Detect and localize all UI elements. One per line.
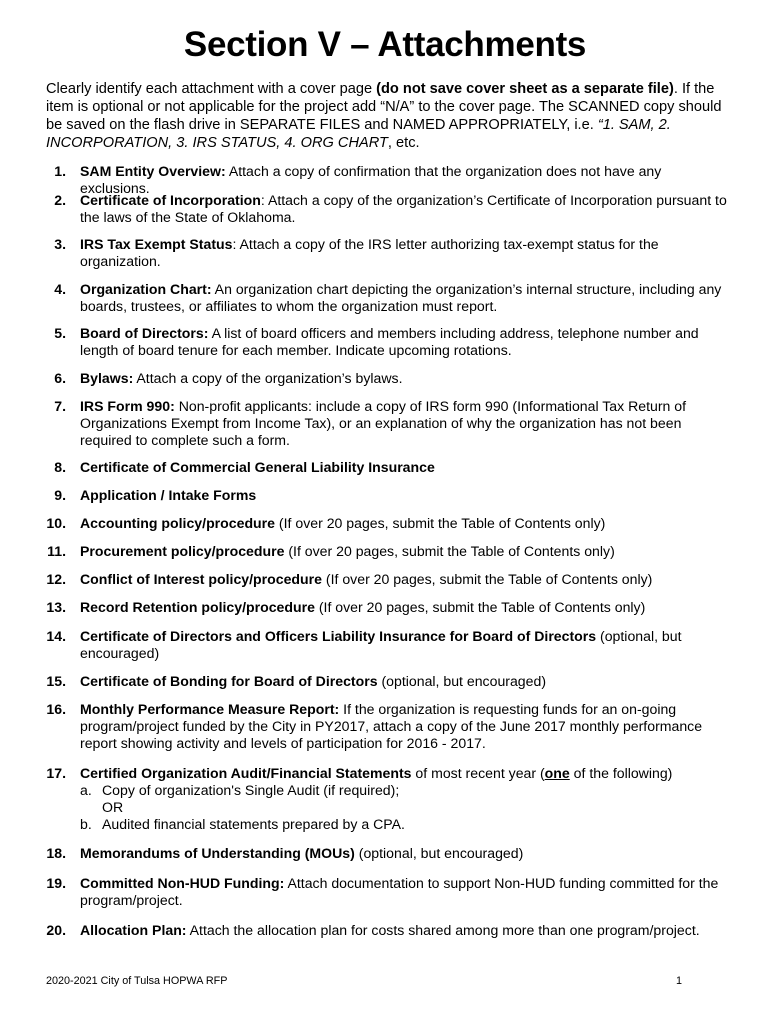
- item-text: Non-profit applicants: include a copy of IRS form 990 (Informational Tax Return of Organizations Exempt from Income Tax), or an explanation of why the organization has not been required to complete such a form.: [80, 398, 687, 448]
- item-body: [80, 875, 730, 909]
- sub-item-label: a.: [80, 782, 92, 798]
- item-body: [80, 701, 730, 752]
- item-number: 12.: [46, 571, 66, 587]
- intro-text-2: . If the item is optional or not applicable for the project add “N/A” to the cover page. The SCANNED copy should be saved on the flash drive in SEPARATE FILES and NAMED APPROPRIATELY, i.e.: [46, 81, 722, 133]
- sub-item-text: Audited financial statements prepared by a CPA.: [102, 816, 405, 832]
- item-heading: SAM Entity Overview:: [80, 163, 226, 179]
- intro-text-1: Clearly identify each attachment with a cover page: [46, 81, 377, 97]
- item-body: [80, 922, 730, 939]
- item-heading: Accounting policy/procedure: [80, 515, 275, 531]
- item-heading: Board of Directors:: [80, 325, 209, 341]
- item-number: 14.: [46, 628, 66, 644]
- item-body: [80, 599, 730, 616]
- item-heading: Bylaws:: [80, 370, 134, 386]
- item-body: [80, 765, 730, 833]
- item-text: (If over 20 pages, submit the Table of Contents only): [321, 571, 653, 587]
- item-number: 7.: [54, 398, 66, 414]
- item-body: [80, 192, 730, 226]
- item-number: 3.: [54, 236, 66, 252]
- item-text: Attach documentation to support Non-HUD funding committed for the program/project.: [80, 875, 719, 908]
- item-number: 9.: [54, 487, 66, 503]
- item-body: [80, 281, 730, 315]
- item-heading: Certified Organization Audit/Financial Statements: [80, 765, 412, 781]
- item-heading: Organization Chart:: [80, 281, 212, 297]
- item-heading: Certificate of Bonding for Board of Directors: [80, 673, 378, 689]
- sub-item-text: Copy of organization's Single Audit (if required);: [102, 782, 400, 798]
- sub-item-label: b.: [80, 816, 92, 832]
- item-text: : Attach a copy of the organization’s Certificate of Incorporation pursuant to the laws of the State of Oklahoma.: [80, 192, 727, 225]
- page-title: Section V – Attachments: [183, 25, 587, 64]
- item-body: [80, 673, 730, 690]
- item-heading: Memorandums of Understanding (MOUs): [80, 845, 355, 861]
- item-heading: Record Retention policy/procedure: [80, 599, 315, 615]
- item-number: 10.: [46, 515, 66, 531]
- item-heading: Committed Non-HUD Funding:: [80, 875, 285, 891]
- item-number: 4.: [54, 281, 66, 297]
- item-body: [80, 398, 730, 449]
- item-body: [80, 543, 730, 560]
- item-heading: Certificate of Incorporation: [80, 192, 261, 208]
- intro-example-names: “1. SAM, 2. INCORPORATION, 3. IRS STATUS, 4. ORG CHART: [46, 117, 671, 151]
- item-body: [80, 487, 730, 504]
- item-number: 5.: [54, 325, 66, 341]
- item-text: (If over 20 pages, submit the Table of Contents only): [284, 543, 615, 559]
- item-number: 8.: [54, 459, 66, 475]
- item-number: 15.: [46, 673, 66, 689]
- item-body: [80, 370, 730, 387]
- item-text: Attach the allocation plan for costs shared among more than one program/project.: [186, 922, 700, 938]
- item-body: [80, 571, 730, 588]
- item-heading: Allocation Plan:: [80, 922, 187, 938]
- item-number: 20.: [46, 922, 66, 938]
- intro-bold-note: (do not save cover sheet as a separate file): [376, 81, 674, 97]
- item-heading: Certificate of Directors and Officers Liability Insurance for Board of Directors: [80, 628, 597, 644]
- item-heading: IRS Form 990:: [80, 398, 175, 414]
- item-heading: Monthly Performance Measure Report:: [80, 701, 340, 717]
- sub-item-b: [80, 816, 730, 833]
- item-heading: Application / Intake Forms: [80, 487, 257, 503]
- sub-item-a: [80, 782, 730, 799]
- item-body: [80, 325, 730, 359]
- intro-text-3: , etc.: [387, 135, 420, 151]
- item-body: [80, 515, 730, 532]
- item-emphasis: one: [544, 765, 570, 781]
- sub-item-or: OR: [102, 799, 124, 815]
- item-body: [80, 845, 730, 862]
- item-heading: Conflict of Interest policy/procedure: [80, 571, 322, 587]
- item-body: [80, 459, 730, 476]
- item-number: 19.: [46, 875, 66, 891]
- item-text: (optional, but encouraged): [80, 628, 682, 661]
- item-text: of most recent year (: [411, 765, 545, 781]
- item-text: An organization chart depicting the organization’s internal structure, including any boards, trustees, or affiliates to whom the organization must report.: [80, 281, 722, 314]
- item-text: (optional, but encouraged): [354, 845, 524, 861]
- item-text-after: of the following): [569, 765, 673, 781]
- item-text: Attach a copy of confirmation that the organization does not have any exclusions.: [80, 163, 662, 196]
- item-number: 18.: [46, 845, 66, 861]
- item-text: A list of board officers and members including address, telephone number and length of board tenure for each member. Indicate upcoming rotations.: [80, 325, 699, 358]
- item-number: 16.: [46, 701, 66, 717]
- item-number: 17.: [46, 765, 66, 781]
- item-heading: Certificate of Commercial General Liability Insurance: [80, 459, 435, 475]
- item-body: [80, 236, 730, 270]
- item-text: (If over 20 pages, submit the Table of Contents only): [314, 599, 646, 615]
- item-number: 2.: [54, 192, 66, 208]
- intro-paragraph: [46, 80, 736, 152]
- item-body: [80, 628, 730, 662]
- footer-page-number: 1: [676, 975, 683, 987]
- item-number: 11.: [47, 543, 66, 559]
- item-heading: IRS Tax Exempt Status: [80, 236, 233, 252]
- item-number: 1.: [54, 163, 66, 179]
- item-number: 6.: [54, 370, 66, 386]
- item-text: Attach a copy of the organization’s bylaws.: [133, 370, 403, 386]
- item-text: (If over 20 pages, submit the Table of Contents only): [275, 515, 606, 531]
- item-text: : Attach a copy of the IRS letter authorizing tax-exempt status for the organization.: [80, 236, 659, 269]
- item-text: If the organization is requesting funds for an on-going program/project funded by the City in PY2017, attach a copy of the June 2017 monthly performance report showing activity and levels of participation for 2016 - 2017.: [80, 701, 703, 751]
- item-number: 13.: [46, 599, 66, 615]
- item-heading: Procurement policy/procedure: [80, 543, 285, 559]
- item-text: (optional, but encouraged): [377, 673, 547, 689]
- footer-document-name: 2020-2021 City of Tulsa HOPWA RFP: [46, 975, 228, 987]
